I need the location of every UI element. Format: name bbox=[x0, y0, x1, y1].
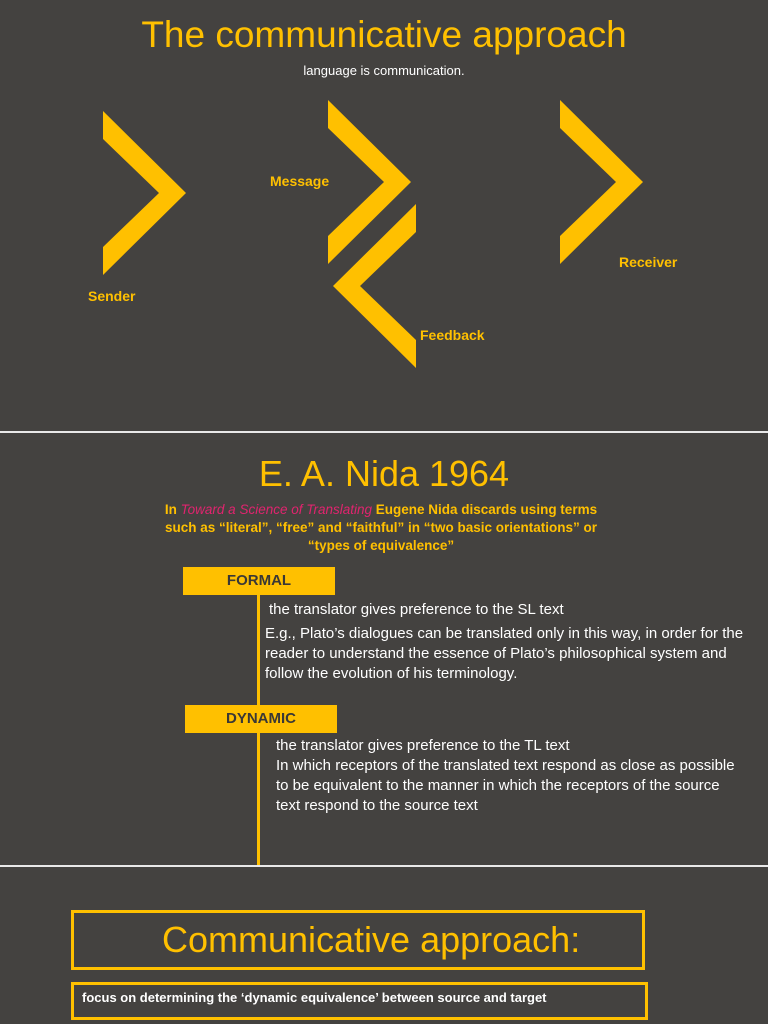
feedback-label: Feedback bbox=[420, 327, 485, 343]
dynamic-tag: DYNAMIC bbox=[185, 705, 337, 733]
sender-label: Sender bbox=[88, 288, 136, 304]
feedback-chevron-icon bbox=[333, 204, 417, 370]
slide-title: E. A. Nida 1964 bbox=[258, 453, 510, 494]
body-text: focus on determining the ‘dynamic equivalence’ between source and target bbox=[82, 990, 547, 1005]
book-title: Toward a Science of Translating bbox=[180, 502, 373, 517]
dynamic-line2: In which receptors of the translated text respond as close as possible to be equivalent to the manner in which the receptors of the source text respond to the source text bbox=[276, 757, 735, 814]
slide-communicative-approach-summary bbox=[0, 867, 768, 1024]
slide-communicative-approach bbox=[0, 0, 768, 431]
dynamic-line1: the translator gives preference to the TL text bbox=[276, 737, 570, 754]
formal-line2: E.g., Plato’s dialogues can be translated only in this way, in order for the reader to understand the essence of Plato’s philosophical system and follow the evolution of his terminology. bbox=[265, 625, 744, 682]
receiver-label: Receiver bbox=[619, 254, 678, 270]
body-box bbox=[71, 982, 648, 1020]
slide-title: Communicative approach: bbox=[162, 919, 581, 960]
slide-subtitle: language is communication. bbox=[303, 63, 465, 78]
receiver-chevron-icon bbox=[560, 100, 644, 266]
formal-line1: the translator gives preference to the SL text bbox=[269, 601, 564, 618]
sender-chevron-icon bbox=[103, 111, 187, 277]
formal-tag: FORMAL bbox=[183, 567, 335, 595]
slide-title: The communicative approach bbox=[141, 14, 627, 55]
intro-text: In Toward a Science of Translating Eugene Nida discards using terms such as “literal”, “free” and “faithful” in “two basic orientations” or “types of equivalence” bbox=[164, 502, 598, 553]
title-box bbox=[71, 910, 645, 970]
message-label: Message bbox=[270, 173, 330, 189]
slide-nida-1964 bbox=[0, 433, 768, 865]
